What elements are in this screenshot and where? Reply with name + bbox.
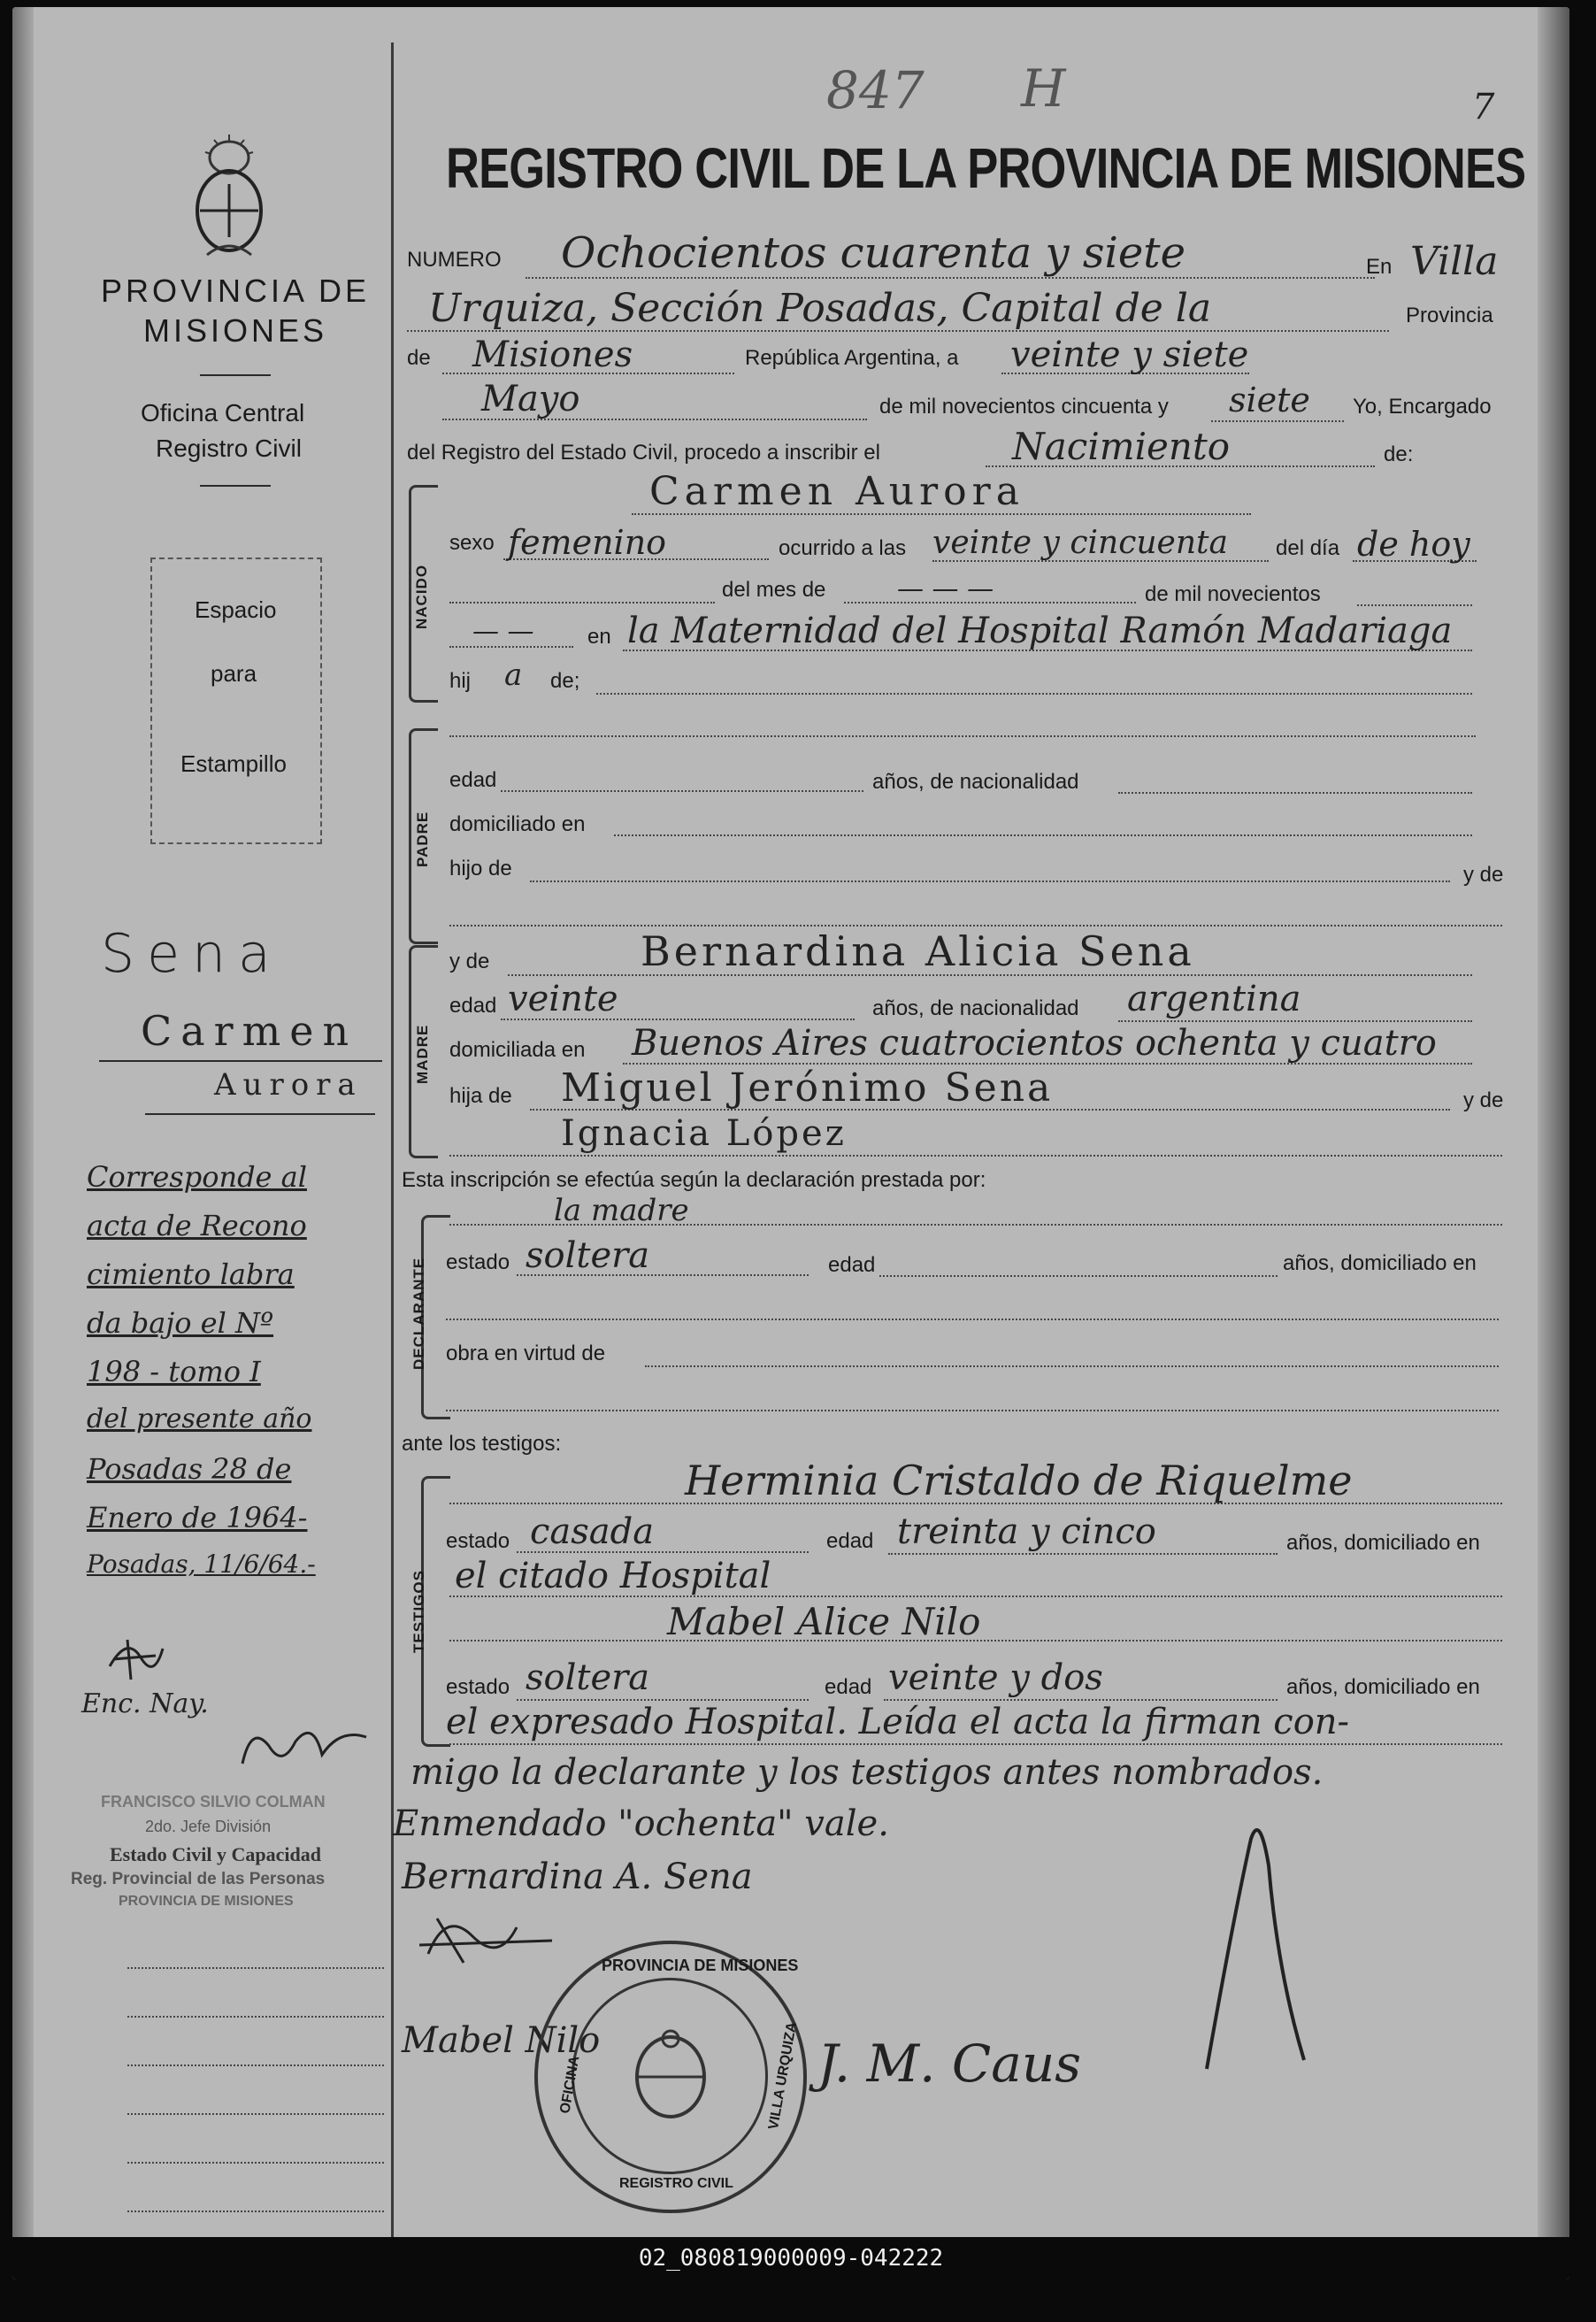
label-domiciliado-padre: domiciliado en — [449, 812, 586, 836]
margin-second-name: Aurora — [214, 1067, 363, 1103]
office-sublabel: Registro Civil — [156, 434, 302, 462]
document-id-footer: 02_080819000009-042222 — [12, 2237, 1569, 2280]
label-anos-nac-padre: años, de nacionalidad — [872, 770, 1079, 794]
label-edad-madre: edad — [449, 994, 497, 1018]
label-estado-t2: estado — [446, 1675, 510, 1699]
label-de-colon: de: — [1384, 442, 1414, 466]
label-provincia: Provincia — [1406, 304, 1493, 327]
label-estado-t1: estado — [446, 1529, 510, 1553]
underline — [99, 1060, 382, 1062]
value-mes: Mayo — [481, 379, 580, 419]
value-t2-dom: el expresado Hospital. Leída el acta la firman con- — [446, 1702, 1350, 1742]
record-letter-handwritten: H — [1021, 58, 1066, 119]
seal-right-text: VILLA URQUIZA — [765, 2020, 801, 2131]
binding-spine — [12, 7, 34, 2280]
stamp-label-2: para — [211, 660, 257, 687]
label-de-mil-nov: de mil novecientos — [1145, 582, 1321, 606]
registry-seal — [534, 1941, 807, 2213]
label-en: En — [1366, 255, 1393, 279]
side-label-padre: PADRE — [414, 811, 431, 867]
margin-first-name: Carmen — [141, 1007, 358, 1055]
margin-surname: Sena — [101, 923, 283, 985]
side-label-declarante: DECLARANTE — [411, 1257, 427, 1370]
label-de-semicolon: de; — [550, 669, 580, 693]
value-provincia: Misiones — [472, 334, 633, 375]
value-t1-edad: treinta y cinco — [897, 1511, 1156, 1552]
province-name: MISIONES — [143, 312, 328, 349]
label-anos-dom-t2: años, domiciliado en — [1286, 1675, 1480, 1699]
label-del-mes: del mes de — [722, 578, 826, 602]
seal-left-text: OFICINA — [557, 2055, 583, 2115]
signature-encargado: J. M. Caus — [817, 2034, 1081, 2094]
page-number: 7 — [1472, 87, 1495, 127]
label-edad-decl: edad — [828, 1253, 876, 1277]
value-madre-edad: veinte — [508, 979, 618, 1019]
coat-of-arms-emblem — [189, 131, 269, 264]
column-divider — [391, 42, 394, 2255]
value-declarante: la madre — [554, 1193, 689, 1228]
margin-initials-signature — [101, 1631, 172, 1688]
document-page: 847 H 7 REGISTRO CIVIL DE LA PROVINCIA DE MISIONES PROVINCIA DE MISIONES Oficina Central Registro Civil Espacio para Estampillo Sena Carmen Aurora Corresponde al acta de Recono cimiento labra da bajo el Nº 198 - tomo I del presente año Posadas 28 de Enero de 1964- Posadas, 11/6/64.- Enc. Nay. FRANCISCO SILVIO COLMAN 2do. Jefe División Estado Civil y Capacidad Reg. Provincial de las Personas PROVINCIA DE MISIONES NUMERO Ochocientos cuarenta y siete En Villa Urquiza, Sección Posadas, Capital de la Provincia de Misiones República Argentina, a veinte y siete Mayo de mil novecientos cincuenta y siete Yo, Encargado del Registro del Estado Civil, procedo a inscribir el Nacimiento de: NACIDO Carmen Aurora sexo femenino ocurrido a las veinte y cincuenta del día de hoy del mes de — — — de mil novecientos — — en la Maternidad del Hospital Ramón Madariaga hij a de; PADRE edad años, de nacionalidad domiciliado en hijo de y de MADRE y de Bernardina Alicia Sena edad veinte años, de nacionalidad argentina domiciliada en Buenos Aires cuatrocientos ochenta y cuatro hija de Miguel Jerónimo Sena y de Ignacia López Esta inscripción se efectúa según la declaración prestada por: la madre DECLARANTE estado soltera edad años, domiciliado en obra en virtud de ante los testigos: TESTIGOS Herminia Cristaldo de Riquelme estado casada edad treinta y cinco años, domiciliado en el citado Hospital Mabel Alice Nilo estado soltera edad veinte y dos años, domiciliado en el expresado Hospital. Leída el acta la firman con- migo la declarante y los testigos antes nombrados. Enmendado "ochenta" vale. Bernardina A. Sena Mabel Nilo J. M. Caus PROVINCIA DE MISIONES OFICINA REGISTRO CIVIL VILLA URQUIZA 02_080819000009-042222 — [12, 7, 1569, 2280]
value-t2-nombre: Mabel Alice Nilo — [667, 1600, 981, 1643]
value-madre-nombre: Bernardina Alicia Sena — [641, 927, 1195, 975]
rule — [200, 374, 271, 376]
stamp-label-3: Estampillo — [180, 750, 287, 777]
value-sexo: femenino — [508, 523, 667, 562]
signature-testigo-2: Mabel Nilo — [402, 2020, 601, 2061]
signature-flourish — [1198, 1812, 1339, 2082]
value-t1-dom: el citado Hospital — [455, 1556, 771, 1596]
label-y-de-abuela: y de — [1463, 1088, 1504, 1112]
underline — [145, 1113, 375, 1115]
value-t1-estado: casada — [530, 1511, 655, 1552]
province-label: PROVINCIA DE — [101, 273, 371, 309]
label-estado-decl: estado — [446, 1250, 510, 1274]
value-nombre: Carmen Aurora — [649, 469, 1024, 514]
side-label-nacido: NACIDO — [413, 564, 430, 629]
label-y-de-madre: y de — [449, 950, 490, 973]
signature-testigo-1 — [411, 1901, 587, 1976]
page-edge-shadow — [1538, 7, 1569, 2280]
label-yo-encargado: Yo, Encargado — [1353, 395, 1492, 419]
signature-madre: Bernardina A. Sena — [402, 1857, 753, 1897]
label-del-registro: del Registro del Estado Civil, procedo a inscribir el — [407, 441, 880, 465]
value-ano-nac: — — — [472, 616, 534, 647]
label-ante-testigos: ante los testigos: — [402, 1432, 562, 1456]
label-hijo-de: hijo de — [449, 857, 512, 880]
label-inscripcion: Esta inscripción se efectúa según la declaración prestada por: — [402, 1168, 986, 1192]
closing-line-1: migo la declarante y los testigos antes nombrados. — [411, 1752, 1324, 1793]
label-y-de-padre: y de — [1463, 863, 1504, 887]
label-numero: NUMERO — [407, 248, 502, 272]
label-anos-dom-t1: años, domiciliado en — [1286, 1531, 1480, 1555]
official-signature — [234, 1719, 375, 1786]
label-del-dia: del día — [1276, 536, 1340, 560]
label-edad-t1: edad — [826, 1529, 874, 1553]
value-numero: Ochocientos cuarenta y siete — [561, 228, 1185, 278]
value-del-mes: — — — — [897, 573, 994, 604]
value-ano: siete — [1229, 381, 1310, 419]
value-t2-estado: soltera — [526, 1657, 650, 1698]
label-anos-nac-madre: años, de nacionalidad — [872, 996, 1079, 1020]
value-dia: de hoy — [1357, 525, 1470, 564]
label-domiciliada: domiciliada en — [449, 1038, 586, 1062]
label-en-lugar: en — [587, 625, 611, 649]
value-acto: Nacimiento — [1012, 425, 1231, 468]
value-en: Villa — [1410, 239, 1499, 284]
seal-emblem — [626, 2028, 715, 2130]
label-obra: obra en virtud de — [446, 1342, 606, 1365]
value-lugar: Urquiza, Sección Posadas, Capital de la — [428, 286, 1212, 331]
value-t2-edad: veinte y dos — [888, 1657, 1103, 1698]
side-label-madre: MADRE — [414, 1024, 431, 1084]
office-label: Oficina Central — [141, 399, 305, 427]
stamp-label-1: Espacio — [195, 596, 277, 623]
rule — [200, 485, 271, 487]
label-edad-padre: edad — [449, 768, 497, 792]
value-hora: veinte y cincuenta — [932, 525, 1228, 561]
margin-enc-note: Enc. Nay. — [81, 1688, 209, 1719]
label-ocurrido: ocurrido a las — [779, 536, 907, 560]
value-lugar-nac: la Maternidad del Hospital Ramón Madariaga — [627, 611, 1453, 651]
value-madre-dom: Buenos Aires cuatrocientos ochenta y cuatro — [632, 1023, 1437, 1064]
label-de-mil: de mil novecientos cincuenta y — [879, 395, 1169, 419]
page-title: REGISTRO CIVIL DE LA PROVINCIA DE MISIONES — [446, 136, 1526, 200]
label-de: de — [407, 346, 431, 370]
value-hij-suffix: a — [504, 657, 523, 693]
side-label-testigos: TESTIGOS — [411, 1570, 427, 1653]
label-republica: República Argentina, a — [745, 346, 959, 370]
value-fecha-dia: veinte y siete — [1010, 334, 1249, 375]
value-madre-padre: Miguel Jerónimo Sena — [561, 1065, 1054, 1111]
value-t1-nombre: Herminia Cristaldo de Riquelme — [685, 1457, 1353, 1504]
label-edad-t2: edad — [825, 1675, 872, 1699]
value-decl-estado: soltera — [526, 1235, 650, 1276]
seal-bottom-text: REGISTRO CIVIL — [619, 2176, 733, 2191]
closing-line-2: Enmendado "ochenta" vale. — [393, 1803, 889, 1844]
seal-top-text: PROVINCIA DE MISIONES — [602, 1957, 799, 1974]
value-madre-madre: Ignacia López — [561, 1113, 847, 1154]
value-madre-nac: argentina — [1127, 979, 1301, 1019]
label-anos-dom-decl: años, domiciliado en — [1283, 1251, 1477, 1275]
label-hija-de: hija de — [449, 1084, 512, 1108]
label-sexo: sexo — [449, 531, 495, 555]
label-hij: hij — [449, 669, 472, 693]
record-number-handwritten: 847 — [826, 60, 925, 120]
